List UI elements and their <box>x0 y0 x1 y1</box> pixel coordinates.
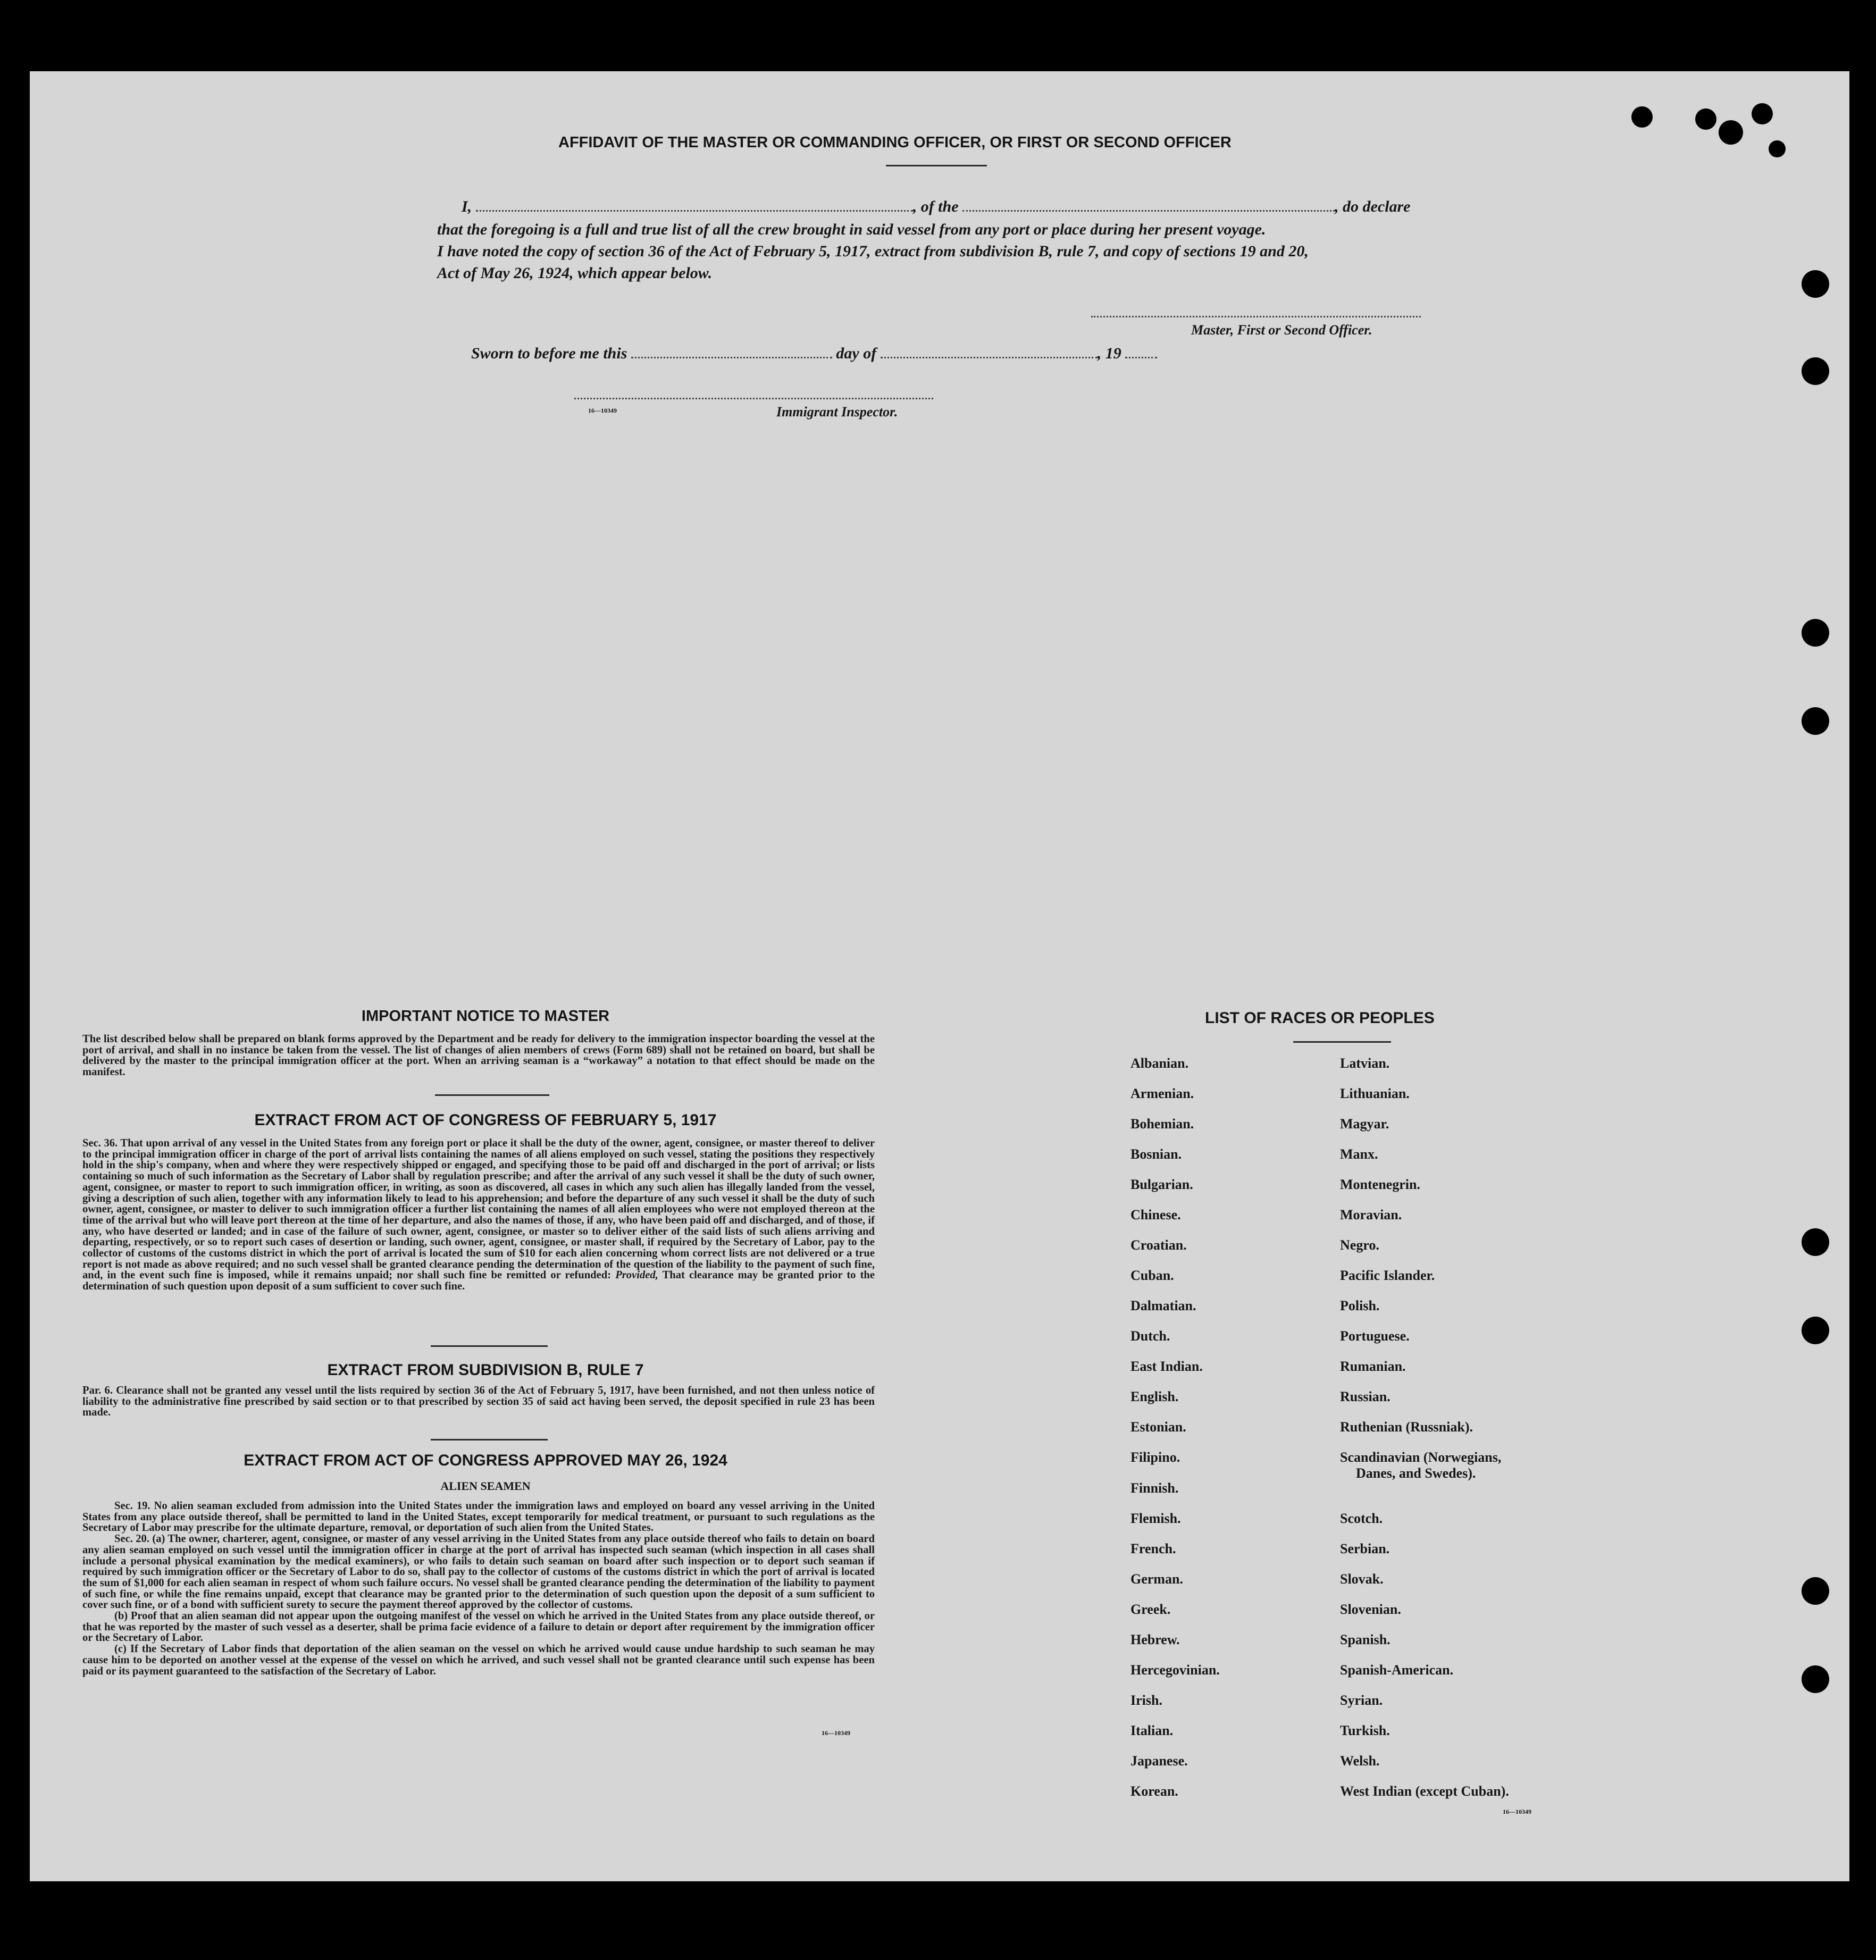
race-item: Scotch. <box>1340 1511 1383 1526</box>
race-item: Slovak. <box>1340 1571 1384 1587</box>
race-item: Latvian. <box>1340 1056 1390 1071</box>
race-item: Hercegovinian. <box>1130 1662 1220 1678</box>
race-item: Negro. <box>1340 1237 1379 1253</box>
notice-text: The list described below shall be prepared on blank forms approved by the Department and be ready for delivery to the immigration inspector boarding the vessel at the port of arrival, and shall in no instance be taken from the vessel. The list of changes of alien members of crews (Form 689) shall not be retained on board, but shall be delivered by the master to the principal immigration officer at the port. When an arriving seaman is a “workaway” a notation to that effect should be made on the manifest. <box>82 1033 875 1078</box>
race-item: Manx. <box>1340 1146 1378 1162</box>
affidavit-title: AFFIDAVIT OF THE MASTER OR COMMANDING OFFICER, OR FIRST OR SECOND OFFICER <box>558 134 1232 151</box>
year-blank[interactable] <box>1125 357 1157 358</box>
divider <box>431 1439 548 1440</box>
races-right-column <box>1340 1056 1563 1811</box>
year-label: , 19 <box>1097 345 1121 362</box>
rule7-title: EXTRACT FROM SUBDIVISION B, RULE 7 <box>327 1361 644 1379</box>
punch-mark <box>1631 106 1653 128</box>
race-item: Japanese. <box>1130 1753 1188 1769</box>
race-item: Korean. <box>1130 1783 1178 1799</box>
sec20c: (c) If the Secretary of Labor finds that deportation of the alien seaman on the vessel on which he arrived would cause undue hardship to such seaman he may cause him to be deported on another vessel at the expense of the vessel on which he arrived, and such vessel shall not be granted clearance until such expense has been paid or its payment guaranteed to the satisfaction of the Secretary of Labor. <box>82 1643 875 1677</box>
form-number: 16—10349 <box>822 1729 850 1737</box>
race-item: Chinese. <box>1130 1207 1181 1222</box>
extract-1917-title: EXTRACT FROM ACT OF CONGRESS OF FEBRUARY 5, 1917 <box>254 1111 717 1129</box>
sworn-line <box>471 345 1157 363</box>
i-label: I, <box>462 198 472 215</box>
of-the-label: , of the <box>912 198 959 215</box>
master-signature-line[interactable] <box>1091 316 1421 317</box>
inspector-label: Immigrant Inspector. <box>776 404 898 420</box>
punch-mark <box>1752 103 1773 124</box>
punch-mark <box>1695 108 1716 130</box>
affidavit-line3: I have noted the copy of section 36 of the Act of February 5, 1917, extract from subdivision B, rule 7, and copy of sections 19 and 20, <box>437 242 1309 260</box>
race-item: Montenegrin. <box>1340 1177 1420 1192</box>
race-item: Bosnian. <box>1130 1146 1182 1162</box>
binder-hole <box>1802 1317 1829 1344</box>
race-item: English. <box>1130 1389 1179 1404</box>
name-blank[interactable] <box>476 210 913 212</box>
notice-title: IMPORTANT NOTICE TO MASTER <box>361 1008 610 1025</box>
race-item: Greek. <box>1130 1602 1171 1617</box>
rule7-text: Par. 6. Clearance shall not be granted any vessel until the lists required by section 36 of the Act of February 5, 1917, have been furnished, and not then unless notice of liability to the administrative fine prescribed by said section or to that prescribed by section 35 of said act having been served, the deposit specified in rule 23 has been made. <box>82 1385 875 1419</box>
race-item: Dalmatian. <box>1130 1298 1196 1313</box>
race-item: Moravian. <box>1340 1207 1402 1222</box>
binder-hole <box>1802 1665 1829 1693</box>
race-item: Danes, and Swedes). <box>1356 1465 1476 1481</box>
race-item: Slovenian. <box>1340 1602 1401 1617</box>
sec20a: Sec. 20. (a) The owner, charterer, agent, consignee, or master of any vessel arriving in the United States from any place outside thereof who fails to detain on board any alien seaman employed on such vessel until the immigration officer in charge at the port of arrival has inspected such seaman (which inspection in all cases shall include a personal physical examination by the medical examiners), or who fails to detain such seaman on board after such inspection or to deport such seaman if required by such immigration officer or the Secretary of Labor to do so, shall pay to the collector of customs of the customs district in which the port of arrival is located the sum of $1,000 for each alien seaman in respect of whom such failure occurs. No vessel shall be granted clearance pending the determination of the liability to payment of such fine, or while the fine remains unpaid, except that clearance may be granted prior to the determination of such question upon the deposit of a sum sufficient to cover such fine, or of a bond with sufficient surety to secure the payment thereof approved by the collector of customs. <box>82 1533 875 1611</box>
sec19: Sec. 19. No alien seaman excluded from admission into the United States under the immigration laws and employed on board any vessel arriving in the United States from any place outside thereof, shall be permitted to land in the United States, except temporarily for medical treatment, or pursuant to such regulations as the Secretary of Labor may prescribe for the ultimate departure, removal, or deportation of such alien from the United States. <box>82 1500 875 1534</box>
binder-hole <box>1802 1228 1829 1256</box>
punch-mark <box>1769 140 1786 157</box>
race-item: Italian. <box>1130 1723 1174 1738</box>
race-item: Bulgarian. <box>1130 1177 1193 1192</box>
race-item: Spanish-American. <box>1340 1662 1454 1678</box>
sworn-label: Sworn to before me this <box>471 345 627 362</box>
race-item: Scandinavian (Norwegians, <box>1340 1450 1502 1465</box>
race-item: Finnish. <box>1130 1480 1179 1496</box>
race-item: Magyar. <box>1340 1116 1389 1132</box>
race-item: Welsh. <box>1340 1753 1380 1769</box>
race-item: German. <box>1130 1571 1183 1587</box>
race-item: Estonian. <box>1130 1419 1186 1435</box>
race-item: Armenian. <box>1130 1086 1194 1101</box>
race-item: Russian. <box>1340 1389 1391 1404</box>
affidavit-line2: that the foregoing is a full and true list of all the crew brought in said vessel from any port or place during her present voyage. <box>437 221 1266 238</box>
sec36-body: That upon arrival of any vessel in the United States from any foreign port or place it shall be the duty of the owner, agent, consignee, or master thereof to deliver to the principal immigration officer in charge of the port of arrival lists containing the names of all aliens employed on such vessel, stating the positions they respectively hold in the ship's company, when and where they were respectively shipped or engaged, and specifying those to be paid off and discharged in the port of arrival; or lists containing so much of such information as the Secretary of Labor shall by regulation prescribe; and after the arrival of any such vessel it shall be the duty of such owner, agent, consignee, or master to report to such immigration officer, in writing, as soon as discovered, all cases in which any such alien has illegally landed from the vessel, giving a description of such alien, together with any information likely to lead to his apprehension; and before the departure of any such vessel it shall be the duty of such owner, agent, consignee, or master to deliver to such immigration officer a further list containing the names of all alien employees who were not employed thereon at the time of the arrival but who will leave port thereon at the time of her departure, and also the names of those, if any, who have been paid off and discharged, and of those, if any, who have deserted or landed; and in case of the failure of such owner, agent, consignee, or master so to deliver either of the said lists of such aliens arriving and departing, respectively, or so to report such cases of desertion or landing, such owner, agent, consignee, or master shall, if required by the Secretary of Labor, pay to the collector of customs of the customs district in which the port of arrival is located the sum of $10 for each alien concerning whom correct lists are not delivered or a true report is not made as above required; and no such vessel shall be granted clearance pending the determination of the question of the liability to the payment of such fine, and, in the event such fine is imposed, while it remains unpaid; nor shall such fine be remitted or refunded: <box>82 1137 875 1281</box>
binder-hole <box>1802 707 1829 735</box>
binder-hole <box>1802 357 1829 385</box>
master-signature-label: Master, First or Second Officer. <box>1191 322 1372 338</box>
sec19-20-text <box>82 1501 875 1677</box>
race-item: Polish. <box>1340 1298 1380 1313</box>
sec36-end: That clearance may be granted prior to the determination of such question upon deposit of a sum sufficient to cover such fine. <box>82 1269 875 1293</box>
binder-hole <box>1802 1577 1829 1605</box>
vessel-blank[interactable] <box>962 210 1335 212</box>
sec36-provided: Provided, <box>615 1269 658 1281</box>
form-number: 16—10349 <box>588 407 617 414</box>
punch-mark <box>1719 120 1743 145</box>
race-item: Ruthenian (Russniak). <box>1340 1419 1473 1435</box>
race-item: Flemish. <box>1130 1511 1181 1526</box>
race-item: East Indian. <box>1130 1359 1203 1374</box>
binder-hole <box>1802 270 1829 298</box>
race-item: Croatian. <box>1130 1237 1187 1253</box>
sec36-text <box>82 1138 875 1292</box>
divider <box>431 1345 548 1347</box>
day-blank[interactable] <box>631 357 832 358</box>
race-item: West Indian (except Cuban). <box>1340 1783 1509 1799</box>
race-item: French. <box>1130 1541 1176 1556</box>
races-title: LIST OF RACES OR PEOPLES <box>1205 1009 1435 1027</box>
race-item: Pacific Islander. <box>1340 1268 1435 1283</box>
race-item: Filipino. <box>1130 1450 1180 1465</box>
day-of-label: day of <box>836 345 877 362</box>
title-rule <box>886 165 987 166</box>
form-number: 16—10349 <box>1503 1808 1531 1815</box>
affidavit-line1 <box>462 198 1410 216</box>
race-item: Portuguese. <box>1340 1328 1410 1344</box>
race-item: Syrian. <box>1340 1693 1383 1708</box>
race-item: Irish. <box>1130 1693 1162 1708</box>
race-item: Turkish. <box>1340 1723 1390 1738</box>
binder-hole <box>1802 619 1829 647</box>
alien-seamen-subtitle: ALIEN SEAMEN <box>440 1479 531 1493</box>
divider <box>435 1094 549 1096</box>
extract-1924-title: EXTRACT FROM ACT OF CONGRESS APPROVED MAY 26, 1924 <box>244 1452 727 1469</box>
races-left-column <box>1130 1056 1290 1811</box>
races-title-rule <box>1293 1041 1391 1043</box>
inspector-signature-line[interactable] <box>574 398 933 399</box>
sec20b: (b) Proof that an alien seaman did not appear upon the outgoing manifest of the vessel on which he arrived in the United States from any place outside thereof, or that he was reported by the master of such vessel as a deserter, shall be prima facie evidence of a failure to detain or deport after requirement by the immigration officer or the Secretary of Labor. <box>82 1610 875 1644</box>
sec36-label: Sec. 36. <box>82 1137 118 1149</box>
race-item: Serbian. <box>1340 1541 1390 1556</box>
race-item: Bohemian. <box>1130 1116 1194 1132</box>
race-item: Hebrew. <box>1130 1632 1180 1647</box>
race-item: Rumanian. <box>1340 1359 1406 1374</box>
race-item: Cuban. <box>1130 1268 1174 1283</box>
race-item: Dutch. <box>1130 1328 1170 1344</box>
do-declare-label: , do declare <box>1335 198 1411 215</box>
race-item: Lithuanian. <box>1340 1086 1410 1101</box>
race-item: Spanish. <box>1340 1632 1391 1647</box>
race-item: Albanian. <box>1130 1056 1189 1071</box>
affidavit-line4: Act of May 26, 1924, which appear below. <box>437 264 713 282</box>
month-blank[interactable] <box>881 357 1098 358</box>
